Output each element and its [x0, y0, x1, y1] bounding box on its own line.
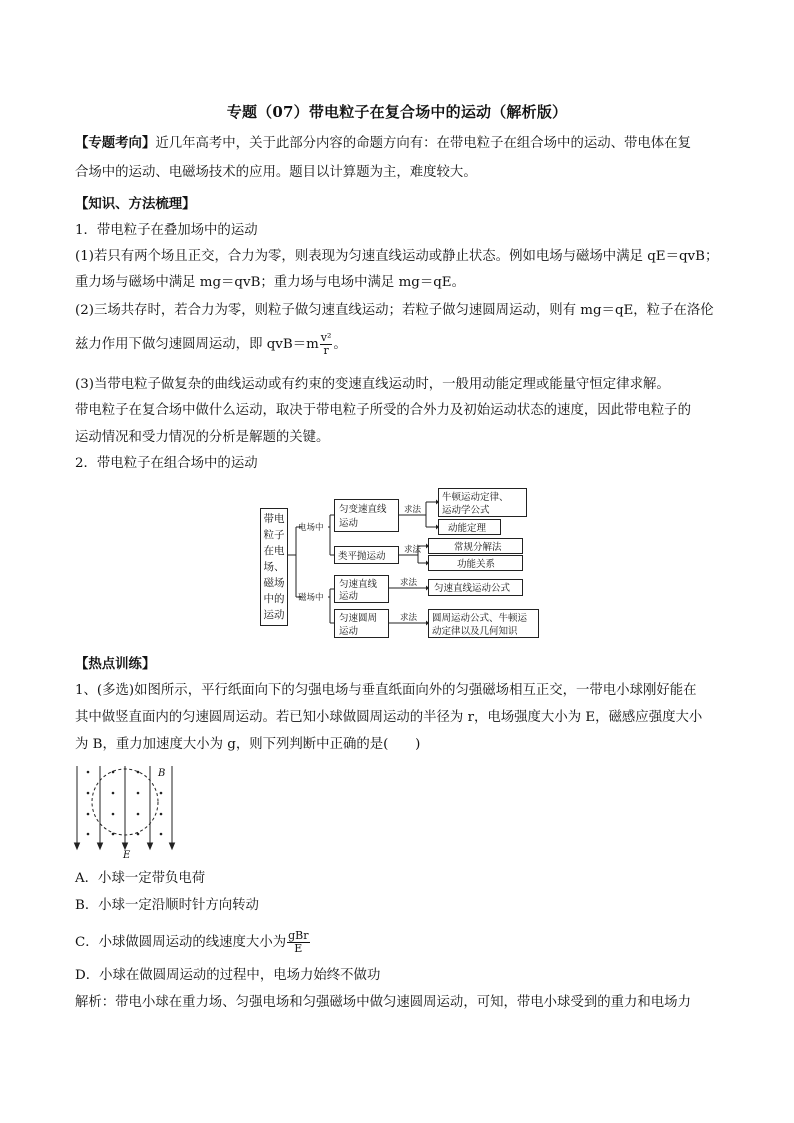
section-1-p3: (3)当带电粒子做复杂的曲线运动或有约束的变速直线运动时，一般用动能定理或能量守恒定律求解。 [75, 377, 670, 392]
section-1-p4b: 运动情况和受力情况的分析是解题的关键。 [75, 430, 330, 445]
fraction-v2-over-r [320, 332, 333, 357]
r3-label: 常规分解法 [454, 542, 502, 553]
label-magnetic-field: 磁场中 [298, 593, 324, 603]
root-line-7: 运动 [263, 609, 285, 621]
hot-training-heading: 【热点训练】 [75, 656, 156, 672]
label-E: E [123, 850, 131, 861]
intro-label: 【专题考向】 [75, 135, 156, 151]
label-method-3: 求法 [400, 578, 418, 588]
question-line-1: 1、(多选)如图所示，平行纸面向下的匀强电场与垂直纸面向外的匀强磁场相互正交，一带电小球刚好能在 [75, 683, 697, 698]
label-B: B [158, 768, 166, 779]
section-2-heading: 2．带电粒子在组合场中的运动 [75, 456, 258, 471]
fraction-denominator: E [294, 942, 303, 955]
fraction-gBr-over-E [287, 930, 309, 955]
root-line-1: 带电 [263, 513, 285, 525]
m1-line-1: 匀变速直线 [339, 504, 387, 515]
p2b-pre: 兹力作用下做匀速圆周运动，即 qvB＝m [75, 337, 319, 352]
root-line-5: 磁场 [263, 577, 285, 589]
section-1-p2a: (2)三场共存时，若合力为零，则粒子做匀速直线运动；若粒子做匀速圆周运动，则有 mg＝qE，粒子在洛伦 [75, 303, 714, 318]
method-flow-diagram [258, 485, 542, 637]
r4-label: 功能关系 [457, 559, 496, 570]
intro-line-2: 合场中的运动、电磁场技术的应用。题目以计算题为主，难度较大。 [75, 165, 477, 180]
analysis-line-1: 解析：带电小球在重力场、匀强电场和匀强磁场中做匀速圆周运动，可知，带电小球受到的重力和电场力 [75, 995, 691, 1010]
question-line-3: 为 B，重力加速度大小为 g，则下列判断中正确的是( ) [75, 737, 421, 752]
root-line-4: 场、 [263, 561, 285, 573]
label-electric-field: 电场中 [298, 523, 324, 533]
knowledge-heading: 【知识、方法梳理】 [75, 196, 196, 212]
section-1-p4a: 带电粒子在复合场中做什么运动，取决于带电粒子所受的合外力及初始运动状态的速度，因此带电粒子的 [75, 403, 691, 418]
r5-label: 匀速直线运动公式 [434, 583, 511, 594]
section-1-heading: 1．带电粒子在叠加场中的运动 [75, 223, 258, 238]
r6-line-2: 动定律以及几何知识 [432, 626, 518, 637]
r1-line-2: 运动学公式 [442, 505, 490, 516]
option-b: B．小球一定沿顺时针方向转动 [75, 898, 259, 913]
label-method-4: 求法 [400, 613, 418, 623]
intro-text-1: 近几年高考中，关于此部分内容的命题方向有：在带电粒子在组合场中的运动、带电体在复 [155, 136, 691, 151]
m3-line-1: 匀速直线 [339, 579, 378, 590]
m4-line-2: 运动 [339, 626, 359, 637]
fraction-numerator: v² [320, 331, 332, 344]
p2b-post: 。 [333, 337, 347, 352]
option-c-text: C．小球做圆周运动的线速度大小为 [75, 935, 287, 950]
m3-line-2: 运动 [339, 591, 359, 602]
m1-line-2: 运动 [339, 518, 359, 529]
r6-line-1: 圆周运动公式、牛顿运 [432, 613, 528, 624]
m2-label: 类平抛运动 [338, 551, 386, 562]
root-line-2: 粒子 [263, 529, 285, 541]
root-line-6: 中的 [263, 593, 285, 605]
question-line-2: 其中做竖直面内的匀速圆周运动。若已知小球做圆周运动的半径为 r，电场强度大小为 E，磁感应强度大小 [75, 710, 703, 725]
fraction-denominator: r [323, 344, 329, 357]
option-d: D．小球在做圆周运动的过程中，电场力始终不做功 [75, 968, 381, 983]
option-c [75, 930, 725, 955]
label-method-1: 求法 [404, 505, 422, 515]
section-1-p2b [75, 332, 725, 357]
section-1-p1b: 重力场与磁场中满足 mg＝qvB；重力场与电场中满足 mg＝qE。 [75, 275, 465, 290]
r2-label: 动能定理 [448, 523, 487, 534]
fraction-numerator: gBr [288, 929, 309, 942]
section-1-p1a: (1)若只有两个场且正交，合力为零，则表现为匀速直线运动或静止状态。例如电场与磁场中满足 qE＝qvB； [75, 249, 719, 264]
label-method-2: 求法 [404, 545, 422, 555]
r1-line-1: 牛顿运动定律、 [442, 492, 509, 503]
intro-line-1 [75, 133, 725, 154]
field-figure [72, 764, 187, 860]
option-a: A．小球一定带负电荷 [75, 871, 206, 886]
m4-line-1: 匀速圆周 [339, 613, 378, 624]
page-title: 专题（07）带电粒子在复合场中的运动（解析版） [226, 103, 568, 121]
root-line-3: 在电 [263, 545, 285, 557]
